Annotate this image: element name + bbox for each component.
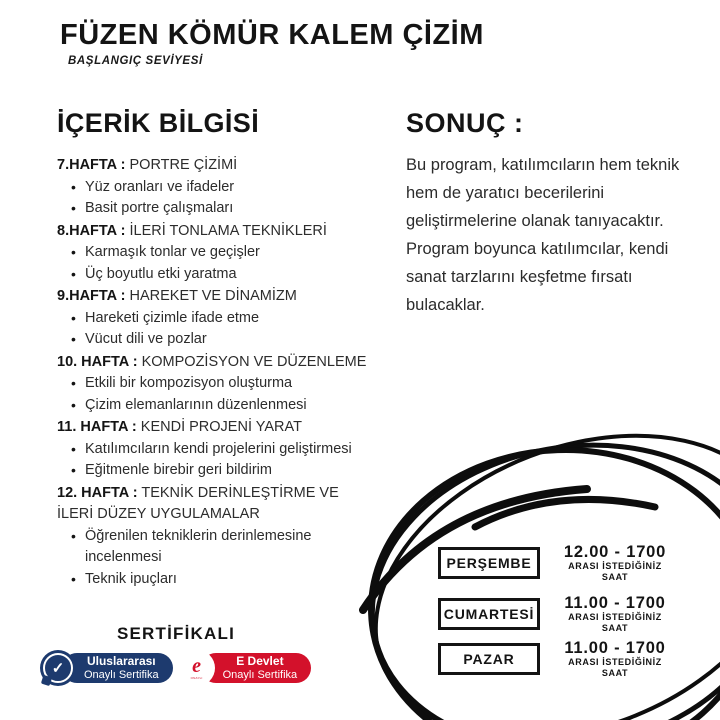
time-block xyxy=(556,639,674,680)
badge-title: Uluslararası xyxy=(86,653,156,668)
result-heading: SONUÇ : xyxy=(406,108,524,138)
week-bullet-item xyxy=(71,373,375,395)
bullet-text: Teknik ipuçları xyxy=(85,570,177,587)
e-devlet-logo-icon: e ONAYLI xyxy=(190,654,203,681)
bullet-text: Hareketi çizimle ifade etme xyxy=(85,309,260,326)
time-range: 11.00 - 1700 xyxy=(564,639,666,657)
bullet-text: Karmaşık tonlar ve geçişler xyxy=(85,244,260,260)
badge-pill xyxy=(201,653,312,683)
check-icon: ✓ xyxy=(43,653,73,683)
week-title: KOMPOZİSYON VE DÜZENLEME xyxy=(141,353,367,370)
week-bullet-item xyxy=(71,308,375,330)
content-section xyxy=(57,108,375,590)
bullet-icon: • xyxy=(71,396,76,413)
week-title: PORTRE ÇİZİMİ xyxy=(129,157,238,173)
week-bullet-item xyxy=(71,439,375,461)
schedule-row xyxy=(438,594,674,635)
week-bullet-item xyxy=(71,329,375,351)
certification-heading: SERTİFİKALI xyxy=(116,624,236,643)
time-note: SAAT xyxy=(601,668,629,679)
bullet-icon: • xyxy=(71,265,76,282)
badge-circle xyxy=(179,650,215,686)
week-header xyxy=(57,417,375,439)
content-heading: İÇERİK BİLGİSİ xyxy=(57,108,260,138)
time-note: SAAT xyxy=(601,623,629,634)
week-header xyxy=(57,483,375,526)
bullet-text: Üç boyutlu etki yaratma xyxy=(85,265,237,282)
bullet-icon: • xyxy=(71,440,76,457)
week-label: 9.HAFTA : xyxy=(57,288,126,304)
week-bullet-item xyxy=(71,395,375,417)
weeks-list xyxy=(57,155,375,590)
week-title: İLERİ TONLAMA TEKNİKLERİ xyxy=(129,222,327,239)
week-bullet-item xyxy=(71,198,375,220)
result-paragraph: Bu program, katılımcıların hem teknik hem de yaratıcı becerilerini geliştirmelerine olanak tanıyacaktır. Program boyunca katılımcılar, kendi sanat tarzlarını keşfetme fırsatı bulacaklar. xyxy=(406,156,680,314)
speech-tail-icon xyxy=(41,675,52,686)
bullet-text: Öğrenilen tekniklerin derinlemesine incelenmesi xyxy=(85,527,312,565)
schedule-row xyxy=(438,543,674,584)
week-title: KENDİ PROJENİ YARAT xyxy=(140,419,302,435)
day-box: PAZAR xyxy=(438,643,540,675)
bullet-icon: • xyxy=(71,331,76,347)
badge-title: E Devlet xyxy=(236,653,284,668)
week-header xyxy=(57,286,375,308)
bullet-icon: • xyxy=(71,200,76,216)
week-bullet-item xyxy=(71,526,375,569)
bullet-icon: • xyxy=(71,178,76,195)
page-subtitle: BAŞLANGIÇ SEVİYESİ xyxy=(68,55,203,68)
time-range: 12.00 - 1700 xyxy=(563,543,667,561)
time-block xyxy=(556,543,674,584)
week-bullet-item xyxy=(71,569,375,591)
time-block xyxy=(556,594,674,635)
week-bullet-item xyxy=(71,242,375,264)
week-label: 10. HAFTA : xyxy=(57,353,138,370)
week-bullet-item xyxy=(71,264,375,286)
week-header xyxy=(57,155,375,177)
day-box: CUMARTESİ xyxy=(438,598,540,630)
bullet-text: Yüz oranları ve ifadeler xyxy=(85,178,235,195)
week-bullet-item xyxy=(71,177,375,199)
bullet-text: Etkili bir kompozisyon oluşturma xyxy=(85,375,293,391)
week-label: 11. HAFTA : xyxy=(57,419,137,435)
bullet-icon: • xyxy=(71,527,76,544)
bullet-text: Eğitmenle birebir geri bildirim xyxy=(85,462,272,478)
week-title: TEKNİK DERİNLEŞTİRME VE İLERİ DÜZEY UYGULAMALAR xyxy=(57,484,339,522)
week-label: 8.HAFTA : xyxy=(57,222,126,239)
time-note: ARASI İSTEDİĞİNİZ xyxy=(568,561,662,572)
bullet-icon: • xyxy=(71,462,76,478)
time-note: SAAT xyxy=(601,572,629,583)
certification-badge xyxy=(179,650,312,686)
bullet-text: Katılımcıların kendi projelerini geliştirmesi xyxy=(85,440,352,457)
week-header xyxy=(57,221,375,243)
time-note: ARASI İSTEDİĞİNİZ xyxy=(568,612,662,623)
week-label: 7.HAFTA : xyxy=(57,157,126,173)
bullet-icon: • xyxy=(71,244,76,260)
bullet-icon: • xyxy=(71,570,76,587)
badge-pill xyxy=(62,653,173,683)
badge-subtitle: Onaylı Sertifika xyxy=(84,668,159,681)
bullet-icon: • xyxy=(71,309,76,326)
schedule-row xyxy=(438,639,674,680)
page-title: FÜZEN KÖMÜR KALEM ÇİZİM xyxy=(60,19,484,51)
time-note: ARASI İSTEDİĞİNİZ xyxy=(568,657,662,668)
result-section xyxy=(406,108,684,319)
day-box: PERŞEMBE xyxy=(438,547,540,579)
badge-subtitle: Onaylı Sertifika xyxy=(222,668,298,681)
week-title: HAREKET VE DİNAMİZM xyxy=(129,288,297,304)
badge-circle xyxy=(40,650,76,686)
bullet-text: Çizim elemanlarının düzenlenmesi xyxy=(85,396,307,413)
time-range: 11.00 - 1700 xyxy=(564,594,666,612)
certification-section xyxy=(40,624,312,686)
certification-badges xyxy=(40,650,312,686)
week-header xyxy=(57,352,375,374)
header xyxy=(60,20,620,67)
week-label: 12. HAFTA : xyxy=(57,484,138,501)
bullet-text: Basit portre çalışmaları xyxy=(85,200,234,216)
certification-badge xyxy=(40,650,173,686)
bullet-icon: • xyxy=(71,375,76,391)
week-bullet-item xyxy=(71,460,375,482)
bullet-text: Vücut dili ve pozlar xyxy=(85,331,207,347)
